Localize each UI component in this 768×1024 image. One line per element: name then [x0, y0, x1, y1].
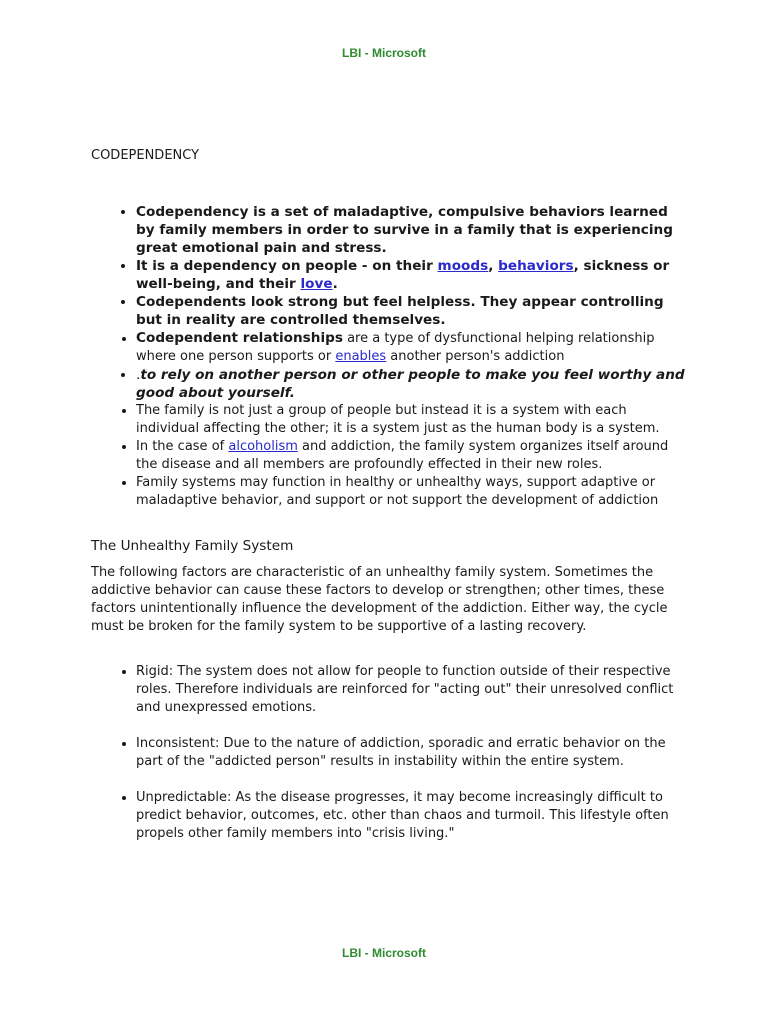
page-header: LBI - Microsoft — [342, 46, 426, 60]
moods-link[interactable]: moods — [437, 258, 489, 274]
bullet-text: are a type of dysfunctional helping relationship where one person supports or — [136, 331, 655, 364]
list-item — [136, 293, 691, 329]
bullet-text: Codependency is a set of maladaptive, compulsive behaviors learned by family members in order to survive in a family that is experiencing great emotional pain and stress. — [136, 204, 673, 256]
alcoholism-link[interactable]: alcoholism — [228, 439, 298, 454]
bullet-text: Codependents look strong but feel helpless. They appear controlling but in reality are controlled themselves. — [136, 294, 664, 328]
factors-list — [91, 663, 691, 843]
love-link[interactable]: love — [300, 276, 333, 292]
bullet-text: and addiction, the family system organizes itself around the disease and all members are profoundly effected in their new roles. — [136, 439, 669, 472]
enables-link[interactable]: enables — [335, 349, 387, 364]
list-item — [136, 366, 691, 402]
list-item: • Unpredictable: As the disease progresses, it may become increasingly difficult to predict behavior, outcomes, etc. other than chaos and turmoil. This lifestyle often propels other family members into "crisis living." — [136, 789, 691, 843]
list-item — [136, 402, 691, 438]
bullet-text: . — [332, 276, 338, 292]
section-paragraph: The following factors are characteristic of an unhealthy family system. Sometimes the addictive behavior can cause these factors to develop or strengthen; other times, these factors unintentionally influence the development of the addiction. Either way, the cycle must be broken for the family system to be supportive of a lasting recovery. — [91, 565, 668, 634]
list-item — [136, 203, 691, 257]
bullet-text: Family systems may function in healthy or unhealthy ways, support adaptive or maladaptive behavior, and support or not support the development of addiction — [136, 475, 659, 508]
list-item — [136, 257, 691, 293]
bullet-text: It is a dependency on people - on their — [136, 258, 438, 274]
document-title: CODEPENDENCY — [91, 148, 200, 163]
bold-term: Codependent relationships — [136, 330, 343, 346]
list-item — [136, 474, 691, 510]
bullet-text: The family is not just a group of people but instead it is a system with each individual affecting the other; it is a system just as the human body is a system. — [136, 403, 660, 436]
behaviors-link[interactable]: behaviors — [498, 258, 574, 274]
list-item: • Rigid: The system does not allow for people to function outside of their respective roles. Therefore individuals are reinforced for "acting out" their unresolved conflict and unexpressed emotions. — [136, 663, 691, 717]
list-item: • Inconsistent: Due to the nature of addiction, sporadic and erratic behavior on the part of the "addicted person" results in instability within the entire system. — [136, 735, 691, 771]
bullet-text: , — [488, 258, 499, 274]
page-footer: LBI - Microsoft — [342, 946, 426, 960]
bullet-text: In the case of — [136, 439, 229, 454]
document-body — [91, 146, 691, 861]
bullet-text: another person's addiction — [386, 349, 565, 364]
bullet-text: , sickness or well-being, and their — [136, 258, 670, 292]
section-title: The Unhealthy Family System — [91, 538, 294, 554]
bullet-text: . — [136, 367, 141, 383]
list-item — [136, 329, 691, 366]
bullet-text: to rely on another person or other people to make you feel worthy and good about yourself. — [136, 367, 685, 401]
list-item — [136, 438, 691, 474]
codependency-bullet-list — [91, 203, 691, 510]
